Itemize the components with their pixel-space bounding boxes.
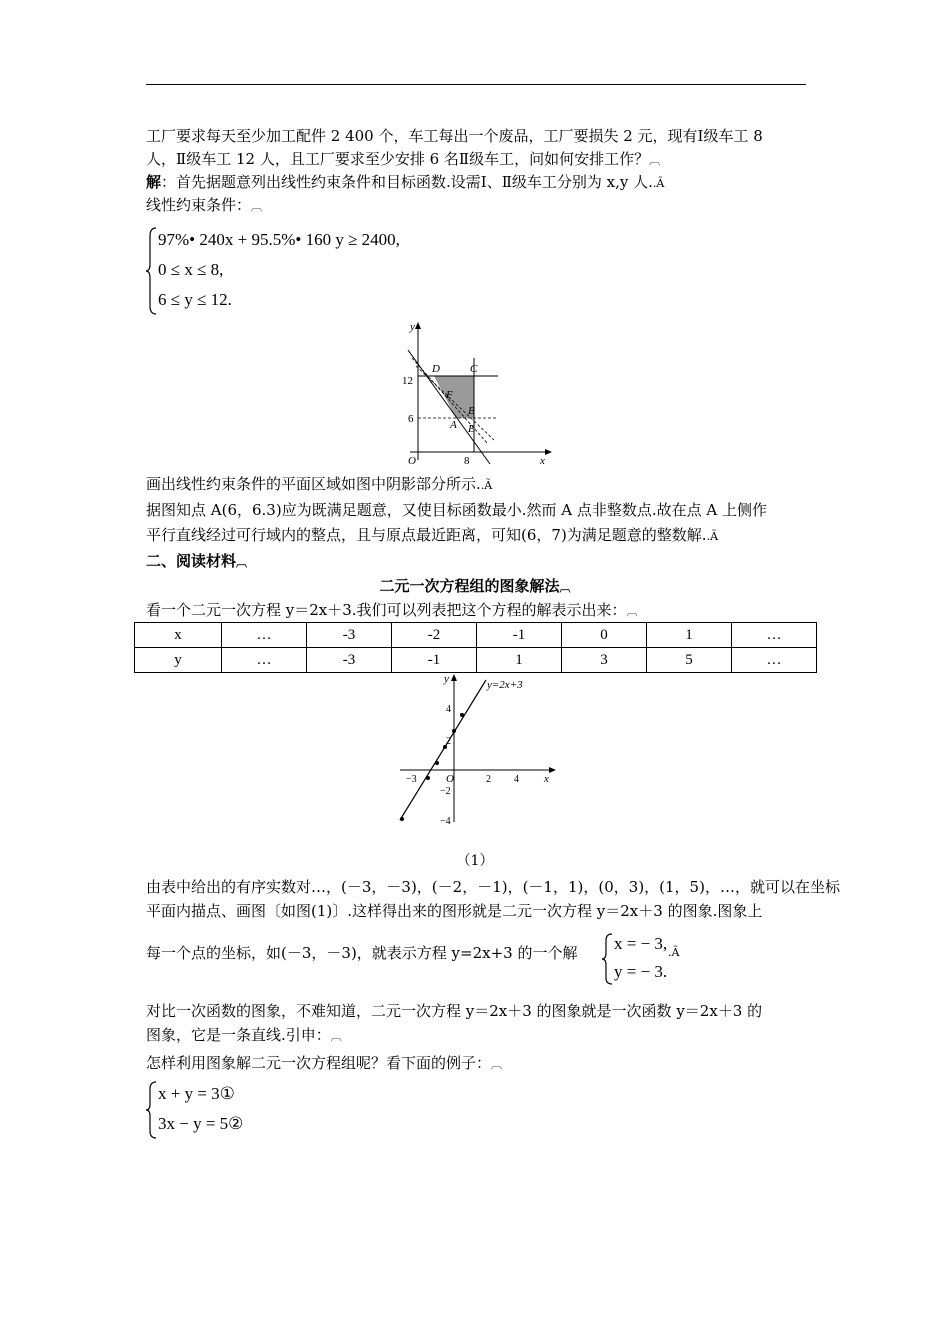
- constraint-row-1: 97%• 240x + 95.5%• 160 y ≥ 2400,: [158, 230, 400, 249]
- left-brace-icon: [146, 1080, 158, 1140]
- table-cell: -3: [307, 648, 392, 673]
- table-row: [135, 623, 817, 648]
- axis-label-x: x: [544, 773, 549, 785]
- point-label-c: C: [470, 363, 478, 375]
- linear-graph-figure: [392, 672, 562, 832]
- constraint-system: [146, 226, 446, 316]
- tick-label-6: 6: [408, 413, 414, 425]
- figure-caption: （1）: [456, 853, 494, 869]
- table-cell: x: [135, 623, 222, 648]
- table-cell: -2: [392, 623, 477, 648]
- solution-table: [134, 622, 817, 673]
- example-system: [146, 1080, 346, 1140]
- table-cell: 5: [647, 648, 732, 673]
- point-label-b: B: [468, 405, 475, 417]
- constraints-title: 线性约束条件：︹: [146, 196, 263, 214]
- tick-label-x4: 4: [514, 774, 519, 785]
- anchor-mark: .Ã: [652, 177, 665, 190]
- anchor-mark: .Ã: [480, 479, 493, 492]
- table-cell: 1: [477, 648, 562, 673]
- table-cell: 3: [562, 648, 647, 673]
- table-row: [135, 648, 817, 673]
- anchor-mark: .Ã: [706, 530, 719, 543]
- paragraph-mark: ︹: [491, 1058, 503, 1071]
- left-brace-icon: [602, 932, 614, 986]
- tick-label-x2: 2: [486, 774, 491, 785]
- tick-label-12: 12: [402, 375, 413, 387]
- axis-label-y: y: [410, 321, 415, 333]
- point-label-e: E: [468, 423, 475, 435]
- point-label-f: F: [446, 389, 453, 401]
- section-title: 二元一次方程组的图象解法︹: [379, 577, 571, 595]
- paragraph-compare-1: 对比一次函数的图象，不难知道，二元一次方程 y＝2x＋3 的图象就是一次函数 y＝2x＋3 的: [146, 1002, 763, 1020]
- tick-label-2: 2: [446, 736, 451, 747]
- anchor-mark: .Ã: [668, 946, 680, 959]
- problem-line-2: 人，Ⅱ级车工 12 人，且工厂要求至少安排 6 名Ⅱ级车工，问如何安排工作？︹: [146, 150, 661, 168]
- table-cell: …: [222, 623, 307, 648]
- tick-label-8: 8: [464, 455, 470, 467]
- table-cell: …: [732, 648, 817, 673]
- example-row-2: 3x − y = 5②: [158, 1114, 244, 1133]
- solution-line: 解：首先据题意列出线性约束条件和目标函数.设需Ⅰ、Ⅱ级车工分别为 x,y 人..Ã: [146, 173, 665, 191]
- paragraph-mark: ︹: [626, 605, 638, 618]
- point-label-d: D: [432, 363, 440, 375]
- paragraph-conclusion-1: 据图知点 A(6，6.3)应为既满足题意，又使目标函数最小.然而 A 点非整数点.故在点 A 上侧作: [146, 501, 767, 519]
- feasible-region-figure: [398, 318, 558, 468]
- origin-label: O: [446, 773, 454, 785]
- solution-system: [602, 932, 702, 986]
- paragraph-mark: ︹: [559, 581, 571, 594]
- tick-label-4: 4: [446, 704, 451, 715]
- table-cell: -1: [477, 623, 562, 648]
- table-cell: 0: [562, 623, 647, 648]
- paragraph-mark: ︹: [251, 200, 263, 213]
- problem-line-1: 工厂要求每天至少加工配件 2 400 个，车工每出一个废品，工厂要损失 2 元，现有Ⅰ级车工 8: [146, 127, 763, 145]
- equation-label: y=2x+3: [487, 679, 523, 691]
- axis-label-y: y: [444, 673, 449, 685]
- paragraph-conclusion-2: 平行直线经过可行域内的整点，且与原点最近距离，可知(6，7)为满足题意的整数解..Ã: [146, 526, 719, 544]
- solution-row-x: x = − 3,: [614, 934, 668, 953]
- section-intro: 看一个二元一次方程 y＝2x＋3.我们可以列表把这个方程的解表示出来：︹: [146, 601, 638, 619]
- table-cell: y: [135, 648, 222, 673]
- paragraph-plot-3: 每一个点的坐标，如(－3，－3)，就表示方程 y=2x+3 的一个解: [146, 944, 578, 962]
- tick-label-neg3: −3: [406, 774, 417, 785]
- solution-label: 解: [146, 173, 162, 191]
- section-heading: 二、阅读材料︹: [146, 552, 248, 570]
- constraint-row-2: 0 ≤ x ≤ 8,: [158, 260, 224, 279]
- example-row-1: x + y = 3①: [158, 1084, 235, 1103]
- paragraph-mark: ︹: [649, 154, 661, 167]
- table-cell: 1: [647, 623, 732, 648]
- constraint-row-3: 6 ≤ y ≤ 12.: [158, 290, 232, 309]
- table-cell: …: [732, 623, 817, 648]
- tick-label-neg4: −4: [440, 816, 451, 827]
- paragraph-plot-1: 由表中给出的有序实数对…，(－3，－3)，(－2，－1)，(－1，1)，(0，3)，(1，5)，…，就可以在坐标: [146, 878, 840, 896]
- origin-label: O: [408, 455, 416, 467]
- header-rule: [146, 84, 806, 85]
- paragraph-compare-2: 图象，它是一条直线.引申：︹: [146, 1026, 342, 1044]
- paragraph-plot-2: 平面内描点、画图〔如图(1)〕.这样得出来的图形就是二元一次方程 y＝2x＋3 的图象.图象上: [146, 902, 763, 920]
- paragraph-mark: ︹: [330, 1030, 342, 1043]
- table-cell: …: [222, 648, 307, 673]
- table-cell: -1: [392, 648, 477, 673]
- tick-label-neg2: −2: [440, 786, 451, 797]
- table-cell: -3: [307, 623, 392, 648]
- paragraph-mark: ︹: [236, 556, 248, 569]
- left-brace-icon: [146, 226, 158, 316]
- solution-row-y: y = − 3.: [614, 962, 668, 981]
- paragraph-region: 画出线性约束条件的平面区域如图中阴影部分所示..Ã: [146, 475, 493, 493]
- axis-label-x: x: [540, 455, 545, 467]
- point-label-a: A: [450, 419, 457, 431]
- paragraph-example: 怎样利用图象解二元一次方程组呢？看下面的例子：︹: [146, 1054, 503, 1072]
